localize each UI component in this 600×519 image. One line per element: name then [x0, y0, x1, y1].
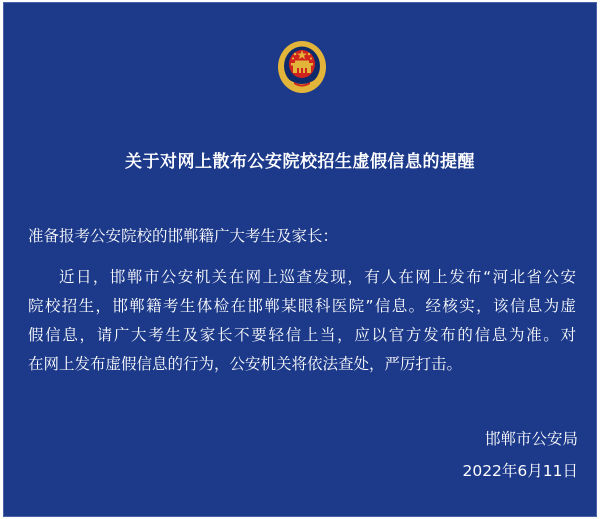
- signature: 邯郸市公安局: [484, 430, 578, 448]
- salutation: 准备报考公安院校的邯郸籍广大考生及家长：: [28, 227, 339, 245]
- notice-panel: [3, 2, 597, 517]
- body-line: 假信息，请广大考生及家长不要轻信上当，应以官方发布的信息为准。对: [28, 326, 576, 344]
- notice-date: 2022年6月11日: [462, 462, 578, 480]
- body-line: 近日，邯郸市公安机关在网上巡查发现，有人在网上发布“河北省公安: [59, 268, 576, 286]
- body-line: 在网上发布虚假信息的行为，公安机关将依法查处，严厉打击。: [28, 355, 463, 373]
- notice-title: 关于对网上散布公安院校招生虚假信息的提醒: [125, 152, 475, 172]
- police-emblem-icon: [276, 39, 328, 97]
- body-line: 院校招生，邯郸籍考生体检在邯郸某眼科医院”信息。经核实，该信息为虚: [28, 297, 576, 315]
- notice-body: [28, 263, 576, 379]
